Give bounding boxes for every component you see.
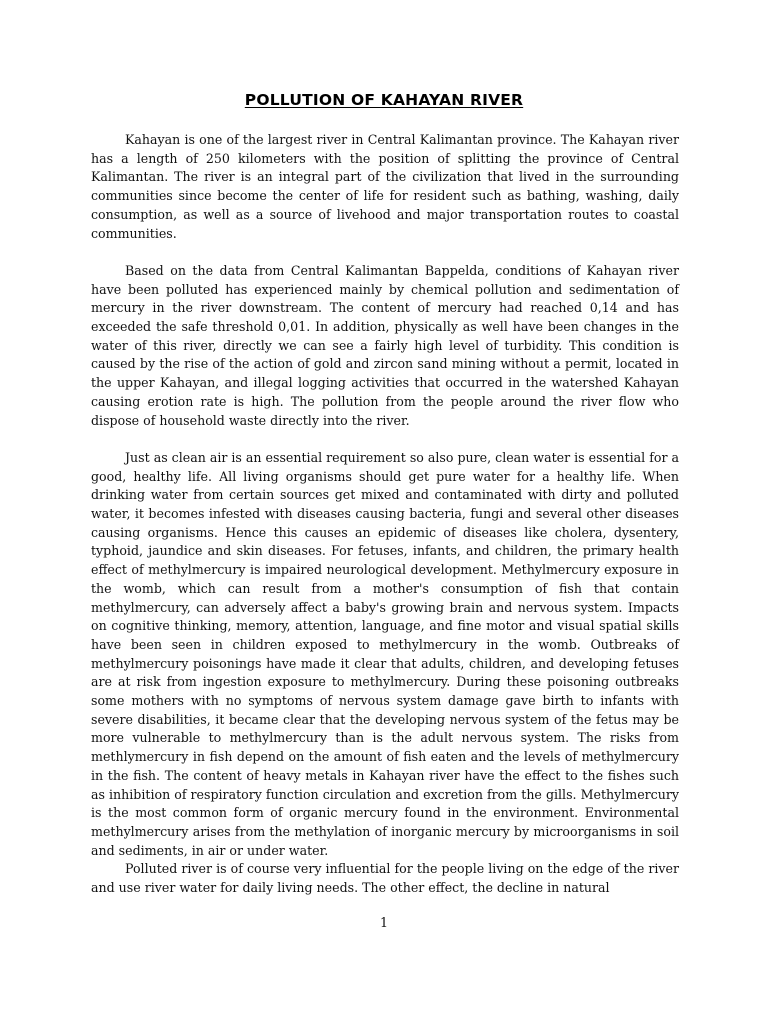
paragraph-pollution-data: Based on the data from Central Kalimantan Bappelda, conditions of Kahayan river have been polluted has experienced mainly by chemical pollution and sedimentation of mercury in the river downstream. The content of mercury had reached 0,14 and has exceeded the safe threshold 0,01. In addition, physically as well have been changes in the water of this river, directly we can see a fairly high level of turbidity. This condition is caused by the rise of the action of gold and zircon sand mining without a permit, located in the upper Kahayan, and illegal logging activities that occurred in the watershed Kahayan causing erotion rate is high. The pollution from the people around the river flow who dispose of household waste directly into the river.: [91, 262, 679, 428]
page-number: 1: [379, 915, 388, 930]
document-body: [91, 131, 679, 898]
paragraph-health-effects: Just as clean air is an essential requirement so also pure, clean water is essential for a good, healthy life. All living organisms should get pure water for a healthy life. When drinking water from certain sources get mixed and contaminated with dirty and polluted water, it becomes infested with diseases causing bacteria, fungi and several other diseases causing organisms. Hence this causes an epidemic of diseases like cholera, dysentery, typhoid, jaundice and skin diseases. For fetuses, infants, and children, the primary health effect of methylmercury is impaired neurological development. Methylmercury exposure in the womb, which can result from a mother's consumption of fish that contain methylmercury, can adversely affect a baby's growing brain and nervous system. Impacts on cognitive thinking, memory, attention, language, and fine motor and visual spatial skills have been seen in children exposed to methylmercury in the womb. Outbreaks of methylmercury poisonings have made it clear that adults, children, and developing fetuses are at risk from ingestion exposure to methylmercury. During these poisoning outbreaks some mothers with no symptoms of nervous system damage gave birth to infants with severe disabilities, it became clear that the developing nervous system of the fetus may be more vulnerable to methylmercury than is the adult nervous system. The risks from methlymercury in fish depend on the amount of fish eaten and the levels of methylmercury in the fish. The content of heavy metals in Kahayan river have the effect to the fishes such as inhibition of respiratory function circulation and excretion from the gills. Methylmercury is the most common form of organic mercury found in the environment. Environmental methylmercury arises from the methylation of inorganic mercury by microorganisms in soil and sediments, in air or under water.: [91, 449, 679, 858]
paragraph-river-impact: Polluted river is of course very influential for the people living on the edge of the river and use river water for daily living needs. The other effect, the decline in natural: [91, 861, 679, 896]
document-title: [0, 91, 768, 109]
document-title-text: POLLUTION OF KAHAYAN RIVER: [244, 91, 524, 109]
paragraph-intro: Kahayan is one of the largest river in Central Kalimantan province. The Kahayan river has a length of 250 kilometers with the position of splitting the province of Central Kalimantan. The river is an integral part of the civilization that lived in the surrounding communities since become the center of life for resident such as bathing, washing, daily consumption, as well as a source of livehood and major transportation routes to coastal communities.: [91, 132, 679, 241]
